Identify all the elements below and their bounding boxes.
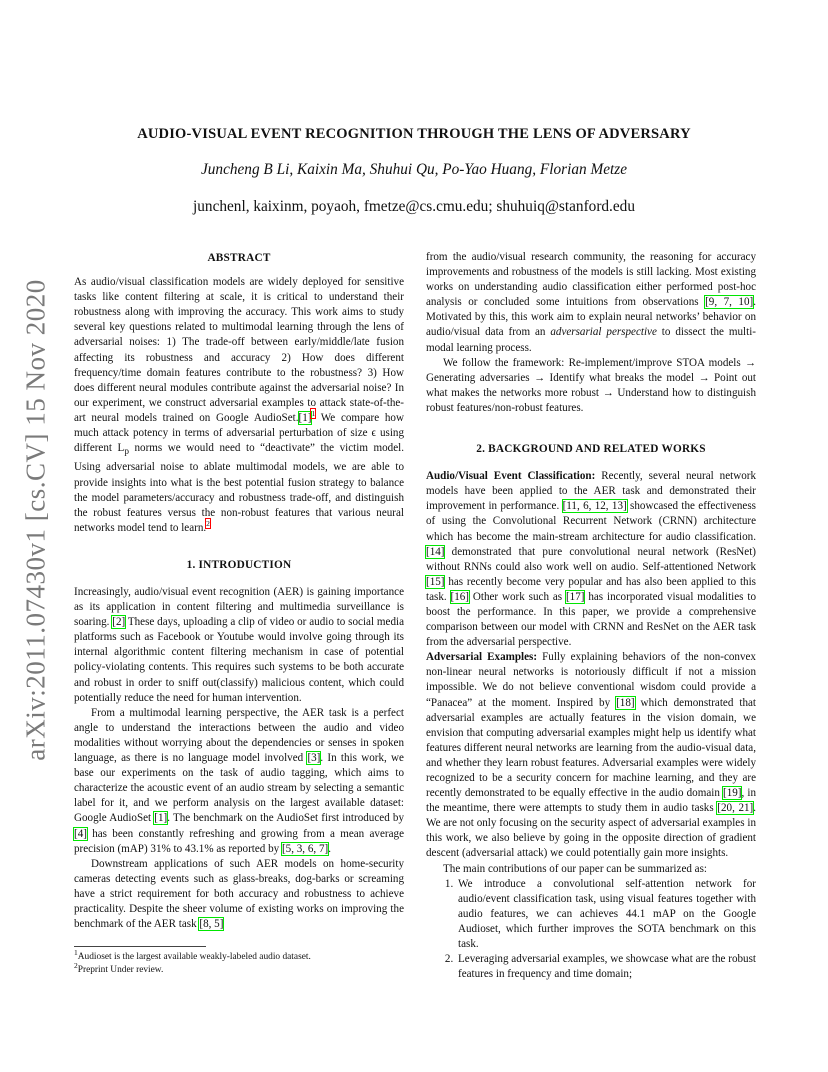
ave-paragraph: Audio/Visual Event Classification: Recently, several neural network models have been applied to the AER task and demonstrated their improvement in performance. [11, 6, 12, 13] showcased the effectiveness of using the Convolutional Recurrent Network (CRNN) architecture which has become the main-stream architecture for audio classification. [14] demonstrated that pure convolutional neural network (ResNet) without RNNs could also work well on audio. Self-attentioned Network [15] has recently become very popular and has also been applied to this task. [16] Other work such as [17] has incorporated visual modalities to boost the performance. In this paper, we provide a comprehensive comparison between our model with CRNN and ResNet on the AER task from the adversarial perspective. bbox=[426, 470, 757, 649]
right-column bbox=[426, 250, 756, 982]
continued-paragraph: from the audio/visual research community, the reasoning for accuracy improvements and robustness of the models is still lacking. Most existing works on understanding audio classification either performed post-hoc analysis or concluded some intuitions from observations [9, 7, 10]. Motivated by this, this work aim to explain neural networks’ behavior on audio/visual data from an adversarial perspective to dissect the multi-modal learning process. bbox=[426, 251, 756, 354]
footnote-item: $^2$Preprint Under review. bbox=[74, 960, 164, 975]
citation-link[interactable]: [16] bbox=[450, 590, 469, 603]
paper-title: AUDIO-VISUAL EVENT RECOGNITION THROUGH THE LENS OF ADVERSARY bbox=[137, 126, 691, 142]
citation-link[interactable]: [1] bbox=[154, 812, 168, 825]
intro-paragraph-2: From a multimodal learning perspective, the AER task is a perfect angle to understand the interactions between the audio and video modalities without worrying about the dependencies or senses in spoken language, as there is no language model involved [3]. In this work, we base our experiments on the task of audio tagging, which aims to characterize the acoustic event of an audio stream by selecting a semantic label for it, and we perform analysis on the largest available dataset: Google AudioSet [1]. The benchmark on the AudioSet first introduced by [4] has been constantly refreshing and growing from a mean average precision (mAP) 31% to 43.1% as reported by [5, 3, 6, 7]. bbox=[74, 706, 404, 855]
footnote-marker[interactable]: 2 bbox=[206, 519, 210, 529]
list-item: 1. We introduce a convolutional self-attention network for audio/event classification task, using visual features together with audio features, we can achieves 44.1 mAP on the Google Audioset, which further improves the SOTA benchmark on this task. bbox=[456, 877, 756, 952]
citation-link[interactable]: [15] bbox=[426, 575, 445, 588]
abstract-paragraph: As audio/visual classification models are widely deployed for sensitive tasks like content filtering at scale, it is critical to understand their robustness along with improving the accuracy. This work aims to study several key questions related to multimodal learning through the lens of adversarial noises: 1) The trade-off between early/middle/late fusion affecting its robustness and accuracy 2) How does different frequency/time domain features contribute to the robustness? 3) How does different neural modules contribute against the adversarial noise? In our experiment, we construct adversarial examples to attack state-of-the-art neural models trained on Google AudioSet.[1]$^1$ We compare how much attack potency in terms of adversarial perturbation of size ϵ using different $L_p$ norms we would need to “deactivate” the victim model. Using adversarial noise to ablate multimodal models, we are able to provide insights into what is the best potential fusion strategy to balance the model parameters/accuracy and robustness trade-off, and distinguish the robust features versus the non-robust features that various neural networks model tend to learn.$^2$ bbox=[74, 276, 404, 534]
citation-link[interactable]: [19] bbox=[723, 787, 742, 800]
citation-link[interactable]: [1] bbox=[298, 411, 312, 424]
citation-link[interactable]: [20, 21] bbox=[717, 802, 754, 815]
intro-paragraph-3: Downstream applications of such AER models on home-security cameras detecting events such as glass-breaks, dog-barks or screaming have a strict requirement for both accuracy and robustness to achieve practicality. Despite the sheer volume of existing works on improving the benchmark of the AER task [8, 5] bbox=[74, 857, 404, 931]
intro-heading: 1. INTRODUCTION bbox=[186, 558, 292, 571]
citation-link[interactable]: [9, 7, 10] bbox=[705, 296, 754, 309]
citation-link[interactable]: [4] bbox=[74, 827, 87, 840]
citation-link[interactable]: [5, 3, 6, 7] bbox=[281, 842, 329, 855]
contributions-intro: The main contributions of our paper can be summarized as: bbox=[443, 862, 708, 875]
citation-link[interactable]: [18] bbox=[616, 696, 635, 709]
citation-link[interactable]: [17] bbox=[565, 590, 585, 603]
background-heading: 2. BACKGROUND AND RELATED WORKS bbox=[476, 443, 706, 456]
author-list: Juncheng B Li, Kaixin Ma, Shuhui Qu, Po-Yao Huang, Florian Metze bbox=[200, 161, 627, 178]
citation-link[interactable]: [3] bbox=[307, 752, 321, 765]
citation-link[interactable]: [14] bbox=[426, 545, 445, 558]
left-column bbox=[74, 251, 404, 932]
citation-link[interactable]: [11, 6, 12, 13] bbox=[562, 500, 627, 513]
arxiv-sidebar-stamp bbox=[14, 280, 58, 760]
arxiv-identifier: arXiv:2011.07430v1 [cs.CV] 15 Nov 2020 bbox=[20, 279, 51, 761]
adversarial-paragraph: Adversarial Examples: Fully explaining behaviors of the non-convex non-linear neural networks is notoriously difficult if not a mission impossible. We do not believe conventional wisdom could provide a “Panacea” at the moment. Inspired by [18] which demonstrated that adversarial examples are actually features in the vision domain, we envision that computing adversarial examples might help us identify what features different neural networks are learning from the audio-visual data, and whether they learn robust features. Adversarial examples were widely recognized to be a security concern for machine learning, and they are recently demonstrated to be equally effective in the audio domain [19], in the meantime, there were attempts to study them in audio tasks [20, 21]. We are not only focusing on the security aspect of adversarial examples in this work, we also believe by going in the opposite direction of gradient descent (adversarial attack) we could potentially gain more insights. bbox=[426, 651, 757, 860]
footnotes bbox=[74, 947, 404, 977]
intro-paragraph-1: Increasingly, audio/visual event recognition (AER) is gaining importance as its application in content filtering and multimedia surveillance is soaring. [2] These days, uploading a clip of video or audio to social media platforms such as Facebook or Youtube would involve going through its internal algorithmic content filtering mechanism in case of potential policy-violating contents. This requires such systems to be both accurate and robust in order to sniff out(classify) malicious content, which could potentially reduce the need for human intervention. bbox=[74, 586, 404, 704]
footnote-item: $^1$Audioset is the largest available weakly-labeled audio dataset. bbox=[74, 947, 311, 962]
abstract-heading: ABSTRACT bbox=[207, 252, 271, 264]
framework-paragraph: We follow the framework: Re-implement/improve STOA models → Generating adversaries → Identify what breaks the model → Point out what makes the networks more robust → Understand how to distinguish robust features/non-robust features. bbox=[426, 356, 756, 414]
citation-link[interactable]: [2] bbox=[112, 616, 126, 629]
footnote-rule bbox=[74, 946, 206, 947]
contributions-list bbox=[426, 877, 756, 983]
citation-link[interactable]: [8, 5] bbox=[199, 918, 224, 931]
footnote-marker[interactable]: 1 bbox=[311, 409, 316, 419]
author-emails: junchenl, kaixinm, poyaoh, fmetze@cs.cmu.edu; shuhuiq@stanford.edu bbox=[193, 198, 635, 215]
list-item: 2. Leveraging adversarial examples, we showcase what are the robust features in frequency and time domain; bbox=[456, 952, 756, 982]
